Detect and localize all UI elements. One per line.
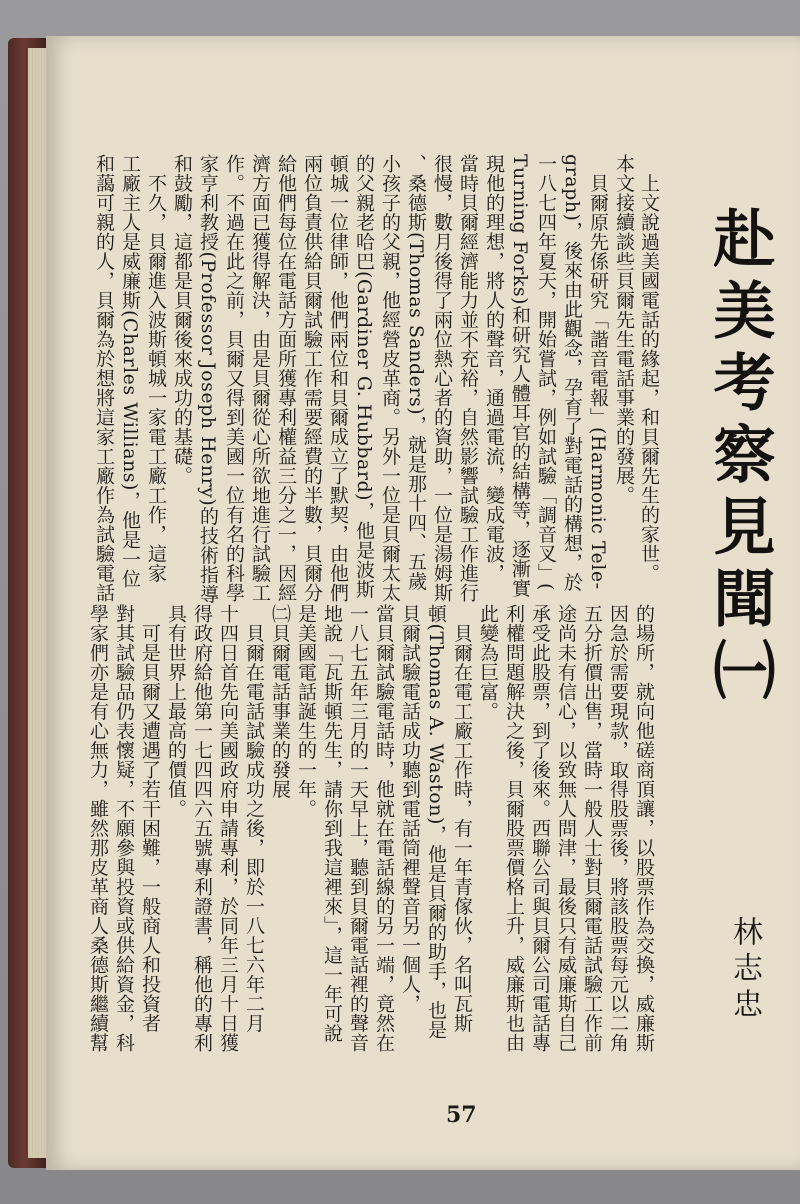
text-column: 本文接續談些貝爾先生電話事業的發展。 xyxy=(613,154,635,505)
text-column: 地說「瓦斯頓先生，請你到我這裡來」，這一年可說 xyxy=(321,604,343,1043)
text-column: 上文說過美國電話的緣起，和貝爾先生的家世。 xyxy=(638,154,660,583)
text-column: 很慢，數月後得了兩位熱心者的資助，一位是湯姆斯 xyxy=(431,154,453,603)
text-column: 貝爾原先係研究「諧音電報」(Harmonic Tele- xyxy=(587,154,609,590)
text-column: graph)，後來由此觀念，孕育了對電話的構想，於 xyxy=(561,154,583,592)
text-column: 是美國電話誕生的一年。 xyxy=(295,604,317,819)
text-column: 五分折價出售，當時一般人士對貝爾電話試驗工作前 xyxy=(581,604,603,1053)
text-column: 一八七四年夏天，開始嘗試，例如試驗「調音叉」( xyxy=(535,154,557,591)
text-column: 利權問題解決之後，貝爾股票價格上升，威廉斯也由 xyxy=(503,604,525,1053)
text-column: 一八七五年三月的一天早上，聽到貝爾電話裡的聲音 xyxy=(347,604,369,1053)
page-edges xyxy=(28,48,48,1158)
text-column: 十四日首先向美國政府申請專利，於同年三月十日獲 xyxy=(217,604,239,1053)
text-column: Turning Forks)和研究人體耳官的結構等，逐漸實 xyxy=(509,154,531,598)
book-page xyxy=(46,36,800,1170)
text-column: 當貝爾試驗電話時，他就在電話線的另一端，竟然在 xyxy=(373,604,395,1053)
text-column: 和藹可親的人，貝爾為於想將這家工廠作為試驗電話 xyxy=(93,154,115,603)
text-column: 工廠主人是威廉斯(Charles Willians)，他是一位 xyxy=(119,154,141,589)
text-column: 不久，貝爾進入波斯頓城一家電工廠工作，這家 xyxy=(145,154,167,583)
text-column: 學家們亦是有心無力，雖然那皮革商人桑德斯繼續幫 xyxy=(87,604,109,1053)
text-column: 對其試驗品仍表懷疑，不願參與投資或供給資金，科 xyxy=(113,604,135,1053)
text-column: 濟方面已獲得解決，由是貝爾從心所欲地進行試驗工 xyxy=(249,154,271,603)
section-heading: ㈡貝爾電話事業的發展 xyxy=(269,604,291,799)
text-column: 頓城一位律師，他們兩位和貝爾成立了默契，由他們 xyxy=(327,154,349,603)
article-author: 林志忠 xyxy=(727,916,762,1024)
page-number: 57 xyxy=(446,1102,477,1128)
text-column: 此變為巨富。 xyxy=(477,604,499,721)
text-column: 因急於需要現款，取得股票後，將該股票每元以二角 xyxy=(607,604,629,1053)
text-column: 、桑德斯(Thomas Sanders)，就是那十四、五歲 xyxy=(405,154,427,591)
text-column: 現他的理想，將人的聲音，通過電流，變成電波， xyxy=(483,154,505,583)
text-column: 貝爾在電話試驗成功之後，即於一八七六年二月 xyxy=(243,604,265,1033)
text-column: 得政府給他第一七四四六五號專利證書，稱他的專利 xyxy=(191,604,213,1053)
text-column: 的場所，就向他磋商頂讓，以股票作為交換，威廉斯 xyxy=(633,604,655,1053)
text-column: 的父親老哈巴(Gardiner G. Hubbard)，他是波斯 xyxy=(353,154,375,599)
text-column: 家亨利教授(Professor Joseph Henry)的技術指導 xyxy=(197,154,219,604)
text-column: 承受此股票，到了後來。西聯公司與貝爾公司電話專 xyxy=(529,604,551,1053)
text-column: 可是貝爾又遭遇了若干困難，一般商人和投資者 xyxy=(139,604,161,1033)
text-column: 貝爾試驗電話成功聽到電話筒裡聲音另一個人， xyxy=(399,604,421,1014)
text-column: 兩位負責供給貝爾試驗工作需要經費的半數，貝爾分 xyxy=(301,154,323,603)
text-column: 給他們每位在電話方面所獲專利權益三分之一，因經 xyxy=(275,154,297,603)
text-column: 小孩子的父親，他經營皮革商。另外一位是貝爾太太 xyxy=(379,154,401,603)
text-column: 具有世界上最高的價值。 xyxy=(165,604,187,819)
article-title: 赴美考察見聞㈠ xyxy=(703,206,776,710)
text-column: 當時貝爾經濟能力並不充裕，自然影響試驗工作進行 xyxy=(457,154,479,603)
text-column: 貝爾在電工廠工作時，有一年青傢伙，名叫瓦斯 xyxy=(451,604,473,1033)
text-column: 途尚未有信心，以致無人問津，最後只有威廉斯自己 xyxy=(555,604,577,1053)
text-column: 頓(Thomas A. Waston)，他是貝爾的助手，也是 xyxy=(425,604,447,1040)
text-column: 作。不過在此之前，貝爾又得到美國一位有名的科學 xyxy=(223,154,245,603)
text-column: 和鼓勵，這都是貝爾後來成功的基礎。 xyxy=(171,154,193,486)
